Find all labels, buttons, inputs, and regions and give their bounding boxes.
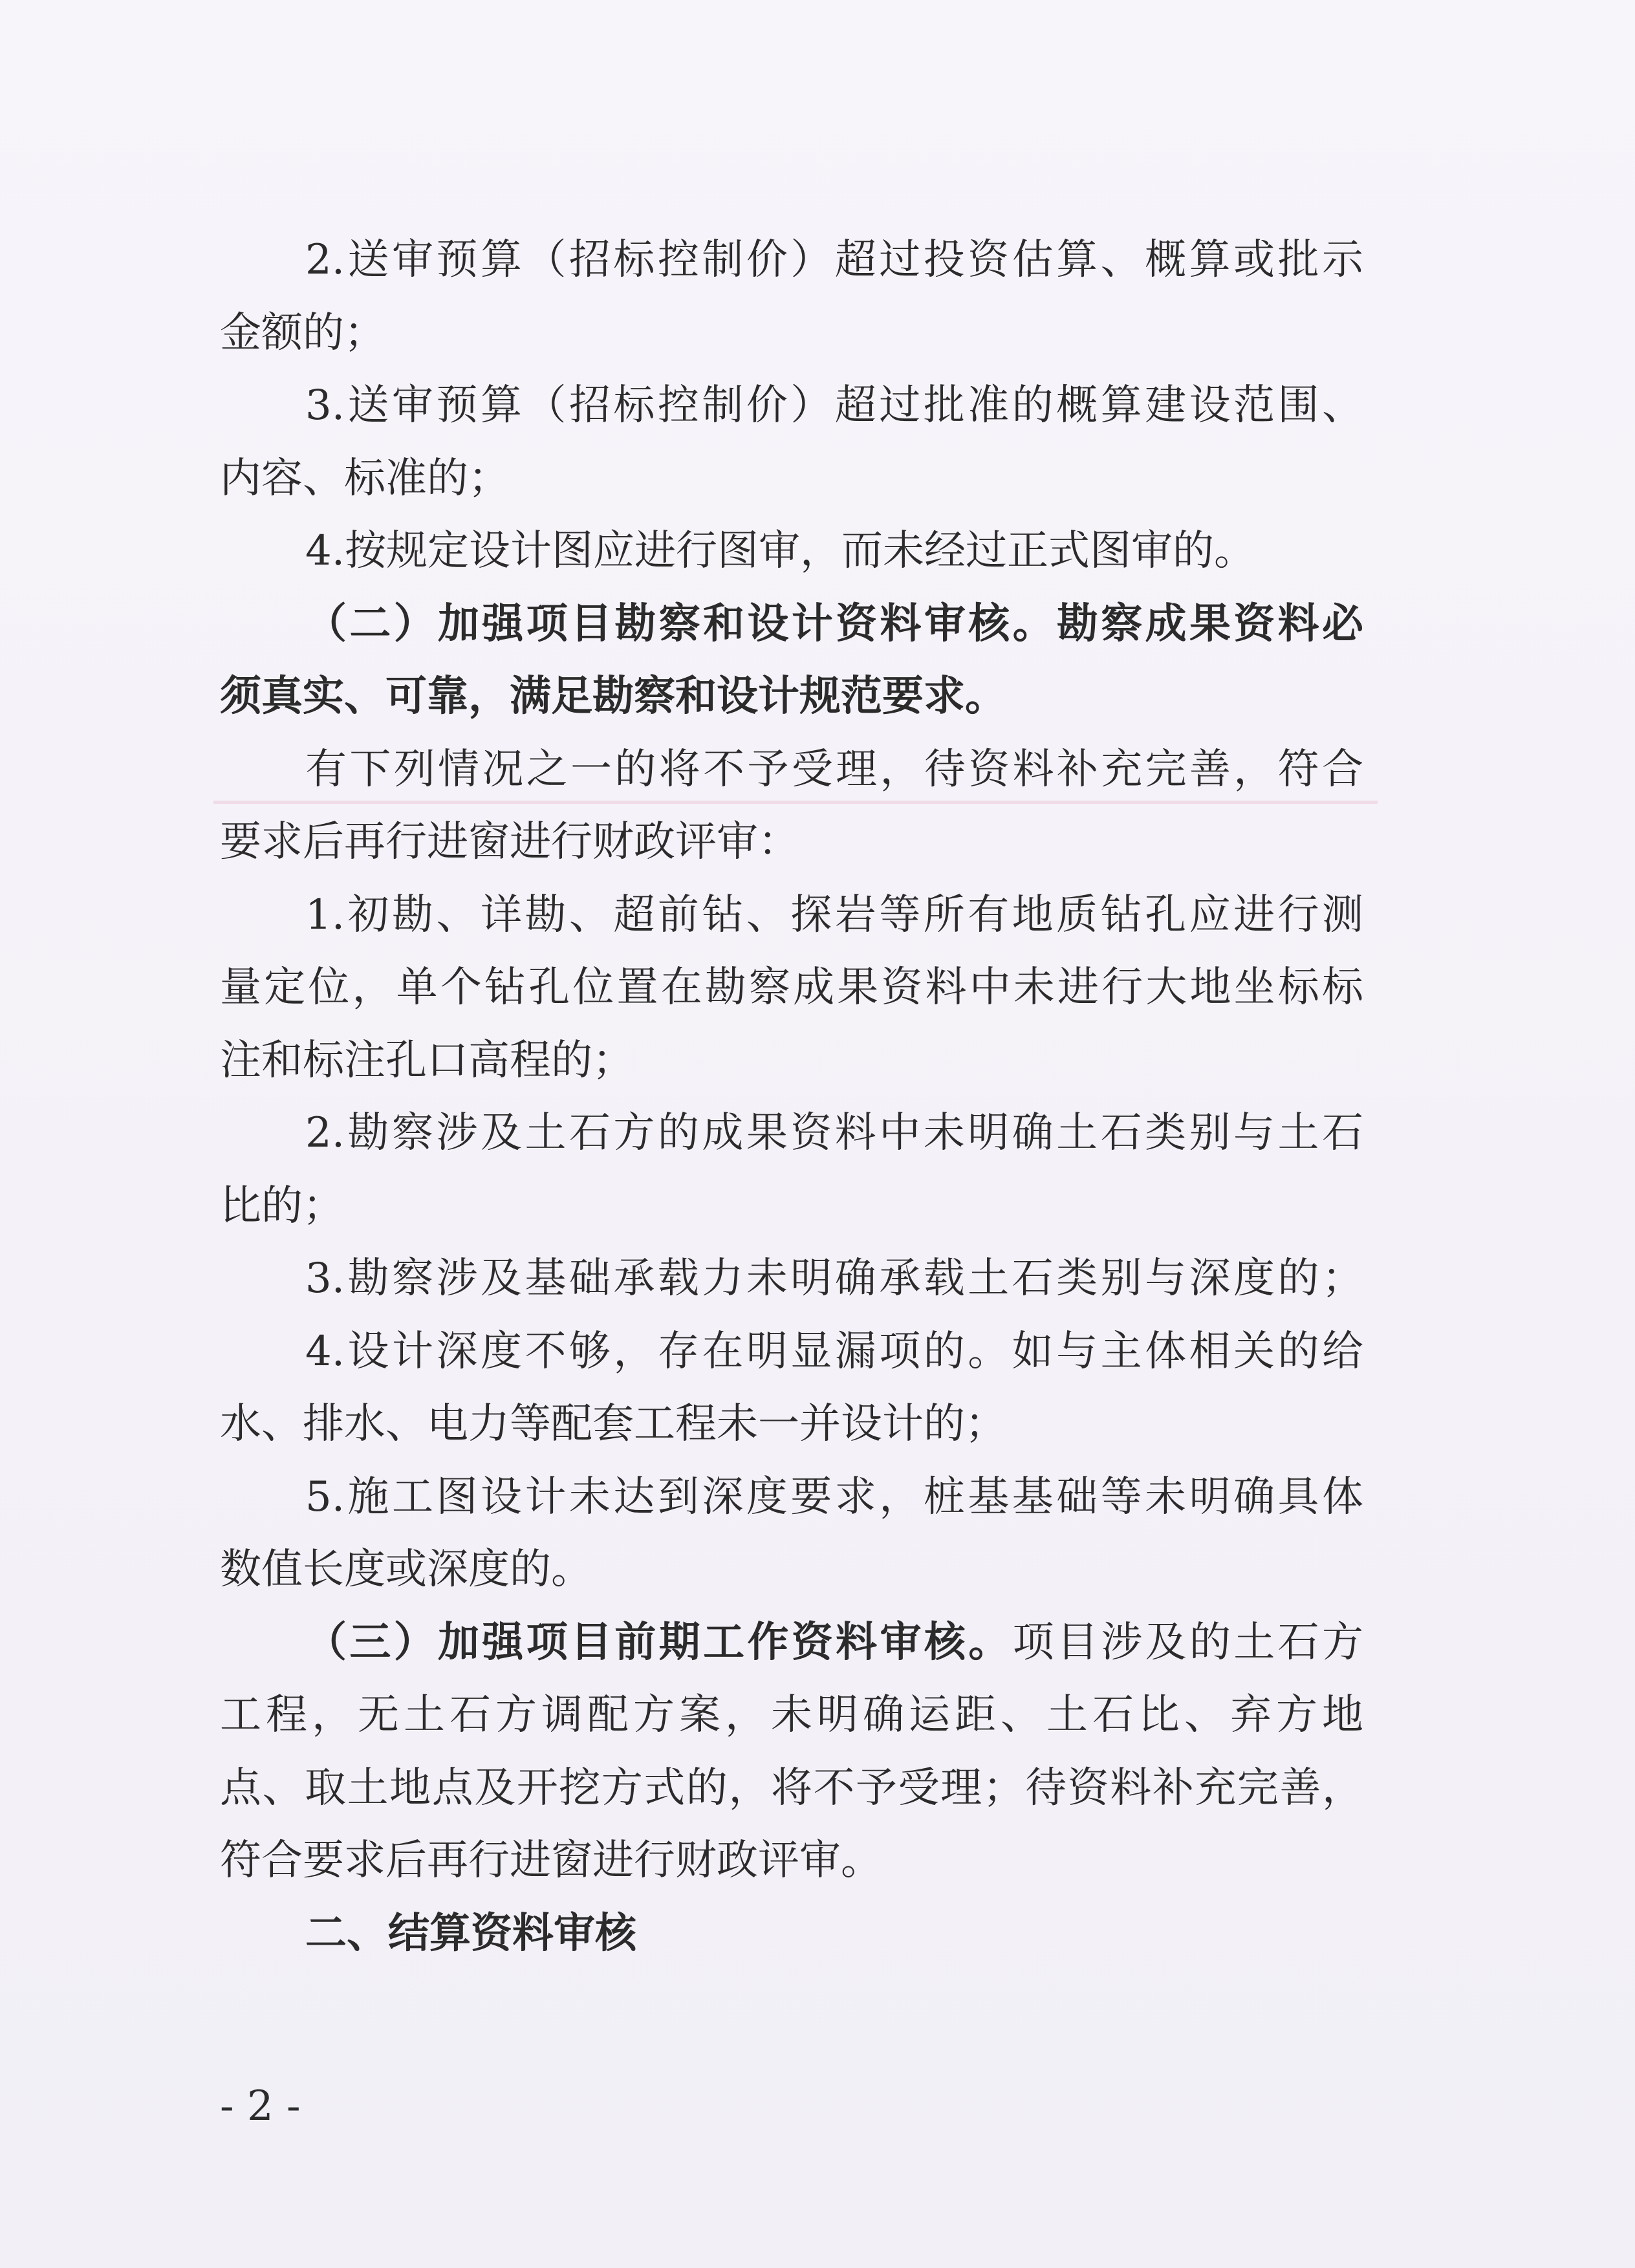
section-3-line-2: 工程，无土石方调配方案，未明确运距、土石比、弃方地 [220,1691,1363,1739]
section-3-line-3: 点、取土地点及开挖方式的，将不予受理；待资料补充完善， [220,1764,1363,1812]
section-2-intro-line-1: 有下列情况之一的将不予受理，待资料补充完善，符合 [305,745,1363,794]
section-2-heading-line-2: 须真实、可靠，满足勘察和设计规范要求。 [220,672,1006,720]
survey-item-4-line-1: 4.设计深度不够，存在明显漏项的。如与主体相关的给 [305,1327,1363,1376]
section-3-text-start: 项目涉及的土石方 [1012,1618,1364,1667]
part-2-heading: 二、结算资料审核 [305,1908,636,1958]
survey-item-1-line-2: 量定位，单个钻孔位置在勘察成果资料中未进行大地坐标标 [220,964,1363,1011]
item-2-line-1: 2.送审预算（招标控制价）超过投资估算、概算或批示 [305,236,1363,284]
section-3-heading: （三）加强项目前期工作资料审核。 [305,1617,1013,1667]
body-text [220,224,1363,1970]
survey-item-3-line-1: 3.勘察涉及基础承载力未明确承载土石类别与深度的； [305,1255,1363,1302]
survey-item-4-line-2: 水、排水、电力等配套工程未一并设计的； [220,1400,1006,1448]
item-3-line-2: 内容、标准的； [220,454,510,502]
page-number: - 2 - [220,2082,301,2130]
survey-item-1-line-1: 1.初勘、详勘、超前钻、探岩等所有地质钻孔应进行测 [305,891,1363,939]
section-2-heading-line-1: （二）加强项目勘察和设计资料审核。勘察成果资料必 [305,599,1363,648]
survey-item-2-line-1: 2.勘察涉及土石方的成果资料中未明确土石类别与土石 [305,1109,1363,1157]
item-4-line-1: 4.按规定设计图应进行图审，而未经过正式图审的。 [305,527,1256,575]
item-2-line-2: 金额的； [220,308,385,357]
section-3-line-4: 符合要求后再行进窗进行财政评审。 [220,1837,882,1885]
survey-item-2-line-2: 比的； [220,1182,344,1230]
survey-item-5-line-2: 数值长度或深度的。 [220,1546,592,1593]
section-2-intro-line-2: 要求后再行进窗进行财政评审： [220,818,799,866]
section-3-line-1 [220,1606,1363,1679]
survey-item-1-line-3: 注和标注孔口高程的； [220,1036,634,1085]
item-3-line-1: 3.送审预算（招标控制价）超过批准的概算建设范围、 [305,382,1363,429]
survey-item-5-line-1: 5.施工图设计未达到深度要求，桩基基础等未明确具体 [305,1473,1363,1521]
